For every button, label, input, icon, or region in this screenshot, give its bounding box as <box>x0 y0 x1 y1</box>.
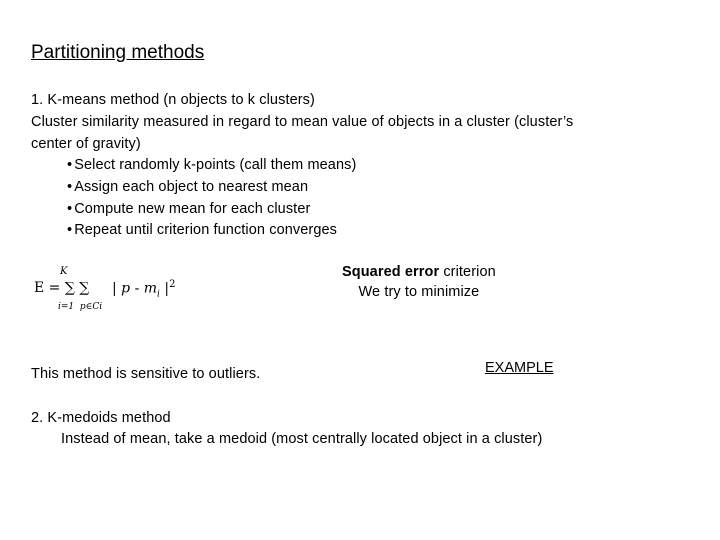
kmeans-step-select <box>67 157 356 173</box>
kmeans-description-line-2: center of gravity) <box>31 136 141 152</box>
formula-norm-close: | <box>159 280 170 297</box>
formula-norm-sub: i <box>157 289 160 300</box>
kmeans-step-text: Assign each object to nearest mean <box>74 179 309 195</box>
formula-norm-body: p - m <box>121 280 158 297</box>
kmedoids-description: Instead of mean, take a medoid (most centrally located object in a cluster) <box>61 431 543 447</box>
formula-lower-limits <box>58 302 102 312</box>
criterion-bold: Squared error <box>342 264 440 280</box>
criterion-line-2: We try to minimize <box>358 284 480 300</box>
criterion-rest: criterion <box>439 264 496 280</box>
formula-exponent: 2 <box>169 279 176 290</box>
example-link[interactable]: EXAMPLE <box>485 360 554 376</box>
formula-norm-open: | <box>112 280 122 297</box>
formula-upper-limit: K <box>60 266 68 277</box>
kmeans-step-assign <box>67 179 308 195</box>
outliers-note: This method is sensitive to outliers. <box>31 366 261 382</box>
kmeans-heading: 1. K-means method (n objects to k clusters) <box>31 92 315 108</box>
kmeans-step-compute <box>67 201 310 217</box>
page-title: Partitioning methods <box>31 42 205 63</box>
kmeans-step-repeat <box>67 222 337 238</box>
kmeans-step-text: Compute new mean for each cluster <box>74 201 311 217</box>
formula-summation: E = ∑ ∑ <box>34 280 90 296</box>
criterion-note <box>342 264 496 300</box>
kmeans-step-text: Repeat until criterion function converges <box>74 222 338 238</box>
kmeans-step-text: Select randomly k-points (call them means) <box>74 157 357 173</box>
criterion-line-1 <box>342 264 496 280</box>
kmedoids-heading: 2. K-medoids method <box>31 410 171 426</box>
formula-norm <box>112 279 175 299</box>
formula-sub-p: p∈Ci <box>79 302 103 312</box>
kmeans-description-line-1: Cluster similarity measured in regard to mean value of objects in a cluster (cluster’s <box>31 114 574 130</box>
formula-sub-i: i=1 <box>58 302 75 312</box>
